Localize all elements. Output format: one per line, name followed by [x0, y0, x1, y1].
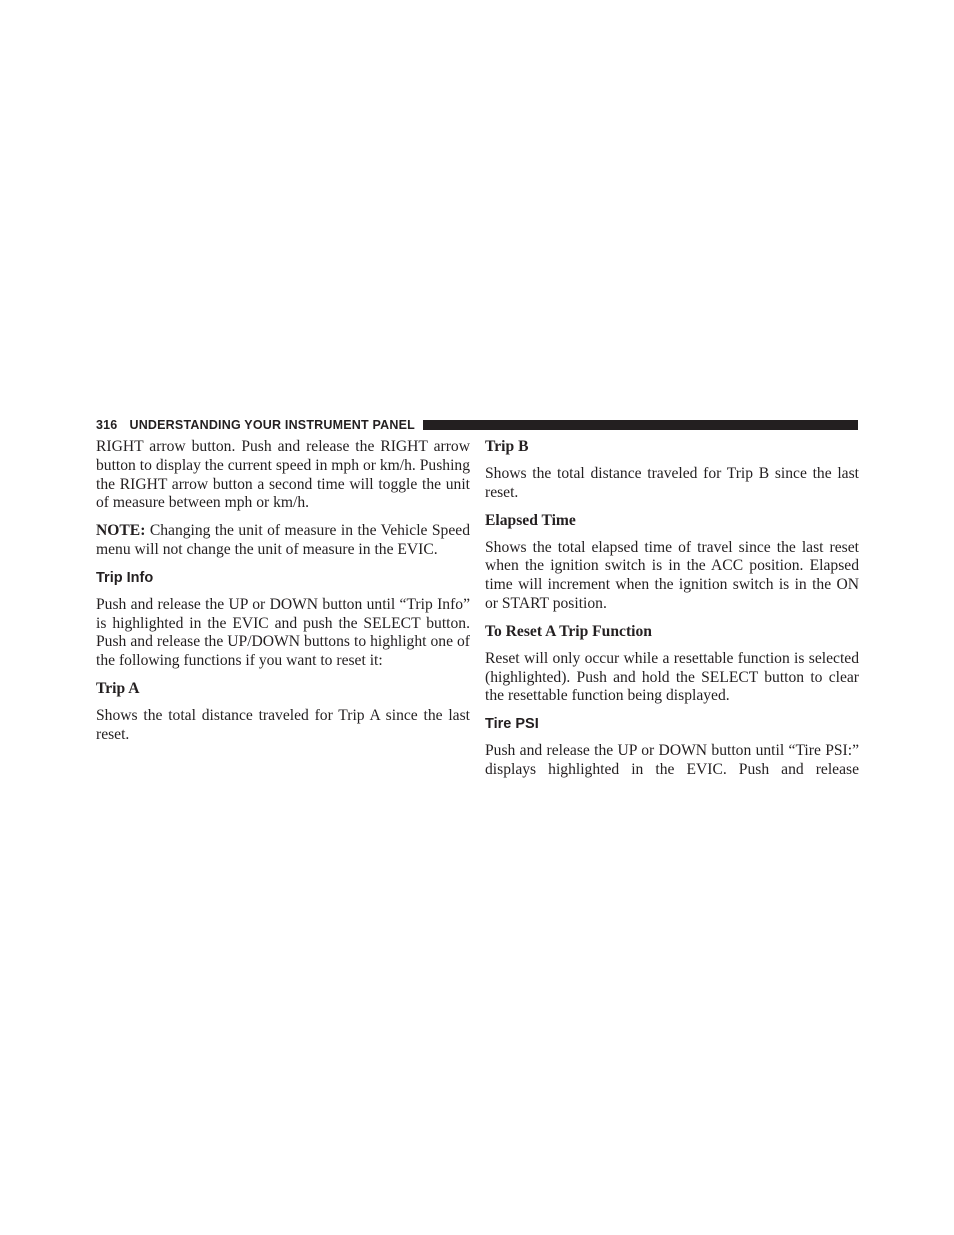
trip-info-heading: Trip Info: [96, 569, 154, 586]
trip-info-paragraph: Push and release the UP or DOWN button until “Trip Info” is highlighted in the EVIC and push the SELECT button. Push and release the UP/DOWN buttons to highlight one of the following functions if you want to reset it:: [96, 595, 470, 670]
reset-trip-paragraph: Reset will only occur while a resettable function is selected (highlighted). Push and hold the SELECT button to clear the resettable function being displayed.: [485, 649, 859, 705]
note-label: NOTE:: [96, 522, 146, 540]
left-column: [96, 438, 470, 754]
header-rule-bar: [423, 420, 858, 430]
intro-paragraph: RIGHT arrow button. Push and release the RIGHT arrow button to display the current speed in mph or km/h. Pushing the RIGHT arrow button a second time will toggle the unit of measure between mph or km/h.: [96, 438, 470, 512]
trip-a-heading: Trip A: [96, 679, 140, 697]
page-number: 316: [96, 418, 118, 432]
note-paragraph: [96, 522, 470, 560]
right-column: [485, 438, 859, 789]
trip-a-paragraph: Shows the total distance traveled for Trip A since the last reset.: [96, 706, 470, 743]
page-header: [96, 416, 858, 434]
note-text: Changing the unit of measure in the Vehicle Speed menu will not change the unit of measure in the EVIC.: [96, 522, 470, 558]
elapsed-time-paragraph: Shows the total elapsed time of travel since the last reset when the ignition switch is in the ACC position. Elapsed time will increment when the ignition switch is in the ON or START position.: [485, 538, 859, 612]
trip-b-heading: Trip B: [485, 438, 529, 455]
elapsed-time-heading: Elapsed Time: [485, 511, 576, 529]
tire-psi-heading: Tire PSI: [485, 716, 539, 733]
section-title: UNDERSTANDING YOUR INSTRUMENT PANEL: [129, 418, 415, 432]
trip-b-paragraph: Shows the total distance traveled for Trip B since the last reset.: [485, 465, 859, 501]
reset-trip-heading: To Reset A Trip Function: [485, 622, 652, 640]
tire-psi-paragraph: Push and release the UP or DOWN button until “Tire PSI:” displays highlighted in the EVIC. Push and release: [485, 742, 859, 778]
